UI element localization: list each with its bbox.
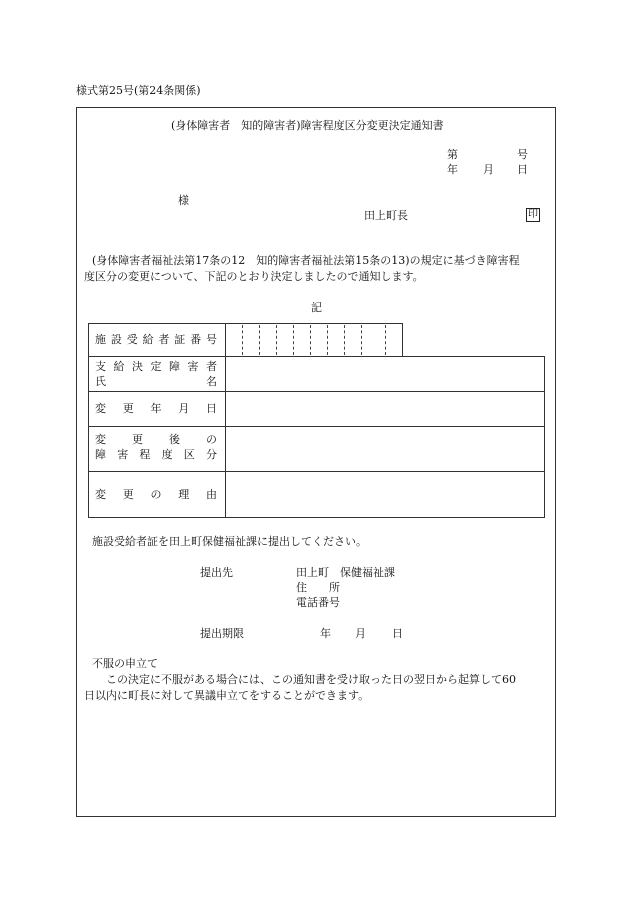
after-category-label bbox=[95, 432, 217, 462]
issuer-name: 田上町長 bbox=[364, 209, 408, 222]
doc-number-prefix: 第 bbox=[447, 148, 458, 161]
body-text-line-2: 度区分の変更について、下記のとおり決定しましたので通知します。 bbox=[84, 270, 424, 283]
digit-divider bbox=[293, 325, 294, 355]
table-line bbox=[88, 356, 545, 357]
table-line bbox=[225, 323, 226, 518]
submission-destination-value: 田上町 保健福祉課 bbox=[296, 566, 395, 579]
digit-divider bbox=[361, 325, 362, 355]
table-line bbox=[88, 323, 89, 518]
appeal-text-line-1: この決定に不服がある場合には、この通知書を受け取った日の翌日から起算して60 bbox=[106, 673, 516, 686]
digit-divider bbox=[385, 325, 386, 355]
submission-destination-label: 提出先 bbox=[200, 566, 233, 579]
doc-number-suffix: 号 bbox=[517, 148, 528, 161]
digit-divider bbox=[259, 325, 260, 355]
document-title: (身体障害者 知的障害者)障害程度区分変更決定通知書 bbox=[171, 119, 444, 132]
table-line bbox=[88, 517, 545, 518]
date-month: 月 bbox=[483, 163, 494, 176]
digit-divider bbox=[327, 325, 328, 355]
table-line bbox=[544, 356, 545, 518]
body-text-line-1: (身体障害者福祉法第17条の12 知的障害者福祉法第15条の13)の規定に基づき障害程 bbox=[92, 254, 520, 267]
person-label-line-2: 氏名 bbox=[95, 375, 217, 388]
addressee-honorific: 様 bbox=[178, 194, 189, 207]
after-label-line-1: 変更後の bbox=[95, 433, 217, 446]
appeal-text-line-2: 日以内に町長に対して異議申立てをすることができます。 bbox=[84, 689, 370, 702]
address-label: 住 所 bbox=[296, 581, 340, 594]
table-line bbox=[88, 323, 403, 324]
ki-heading: 記 bbox=[311, 301, 322, 314]
table-line bbox=[88, 426, 545, 427]
seal-stamp: 印 bbox=[528, 209, 538, 220]
date-year: 年 bbox=[447, 163, 458, 176]
digit-divider bbox=[344, 325, 345, 355]
table-line bbox=[402, 323, 403, 357]
deadline-year: 年 bbox=[320, 627, 331, 640]
digit-divider bbox=[242, 325, 243, 355]
form-number: 様式第25号(第24条関係) bbox=[76, 84, 201, 97]
person-label-line-1: 支給決定障害者 bbox=[95, 360, 217, 373]
date-day: 日 bbox=[517, 163, 528, 176]
digit-divider bbox=[276, 325, 277, 355]
form-frame bbox=[76, 107, 556, 817]
reason-label: 変更の理由 bbox=[95, 488, 217, 501]
table-line bbox=[88, 471, 545, 472]
deadline-label: 提出期限 bbox=[200, 627, 244, 640]
digit-divider bbox=[310, 325, 311, 355]
change-date-label: 変更年月日 bbox=[95, 402, 217, 415]
deadline-day: 日 bbox=[392, 627, 403, 640]
person-label bbox=[95, 359, 217, 389]
after-label-line-2: 障害程度区分 bbox=[95, 448, 217, 461]
appeal-heading: 不服の申立て bbox=[92, 657, 158, 670]
certificate-number-label: 施設受給者証番号 bbox=[95, 333, 217, 346]
table-line bbox=[88, 391, 545, 392]
phone-label: 電話番号 bbox=[296, 596, 340, 609]
deadline-month: 月 bbox=[355, 627, 366, 640]
submit-instruction: 施設受給者証を田上町保健福祉課に提出してください。 bbox=[92, 535, 367, 548]
